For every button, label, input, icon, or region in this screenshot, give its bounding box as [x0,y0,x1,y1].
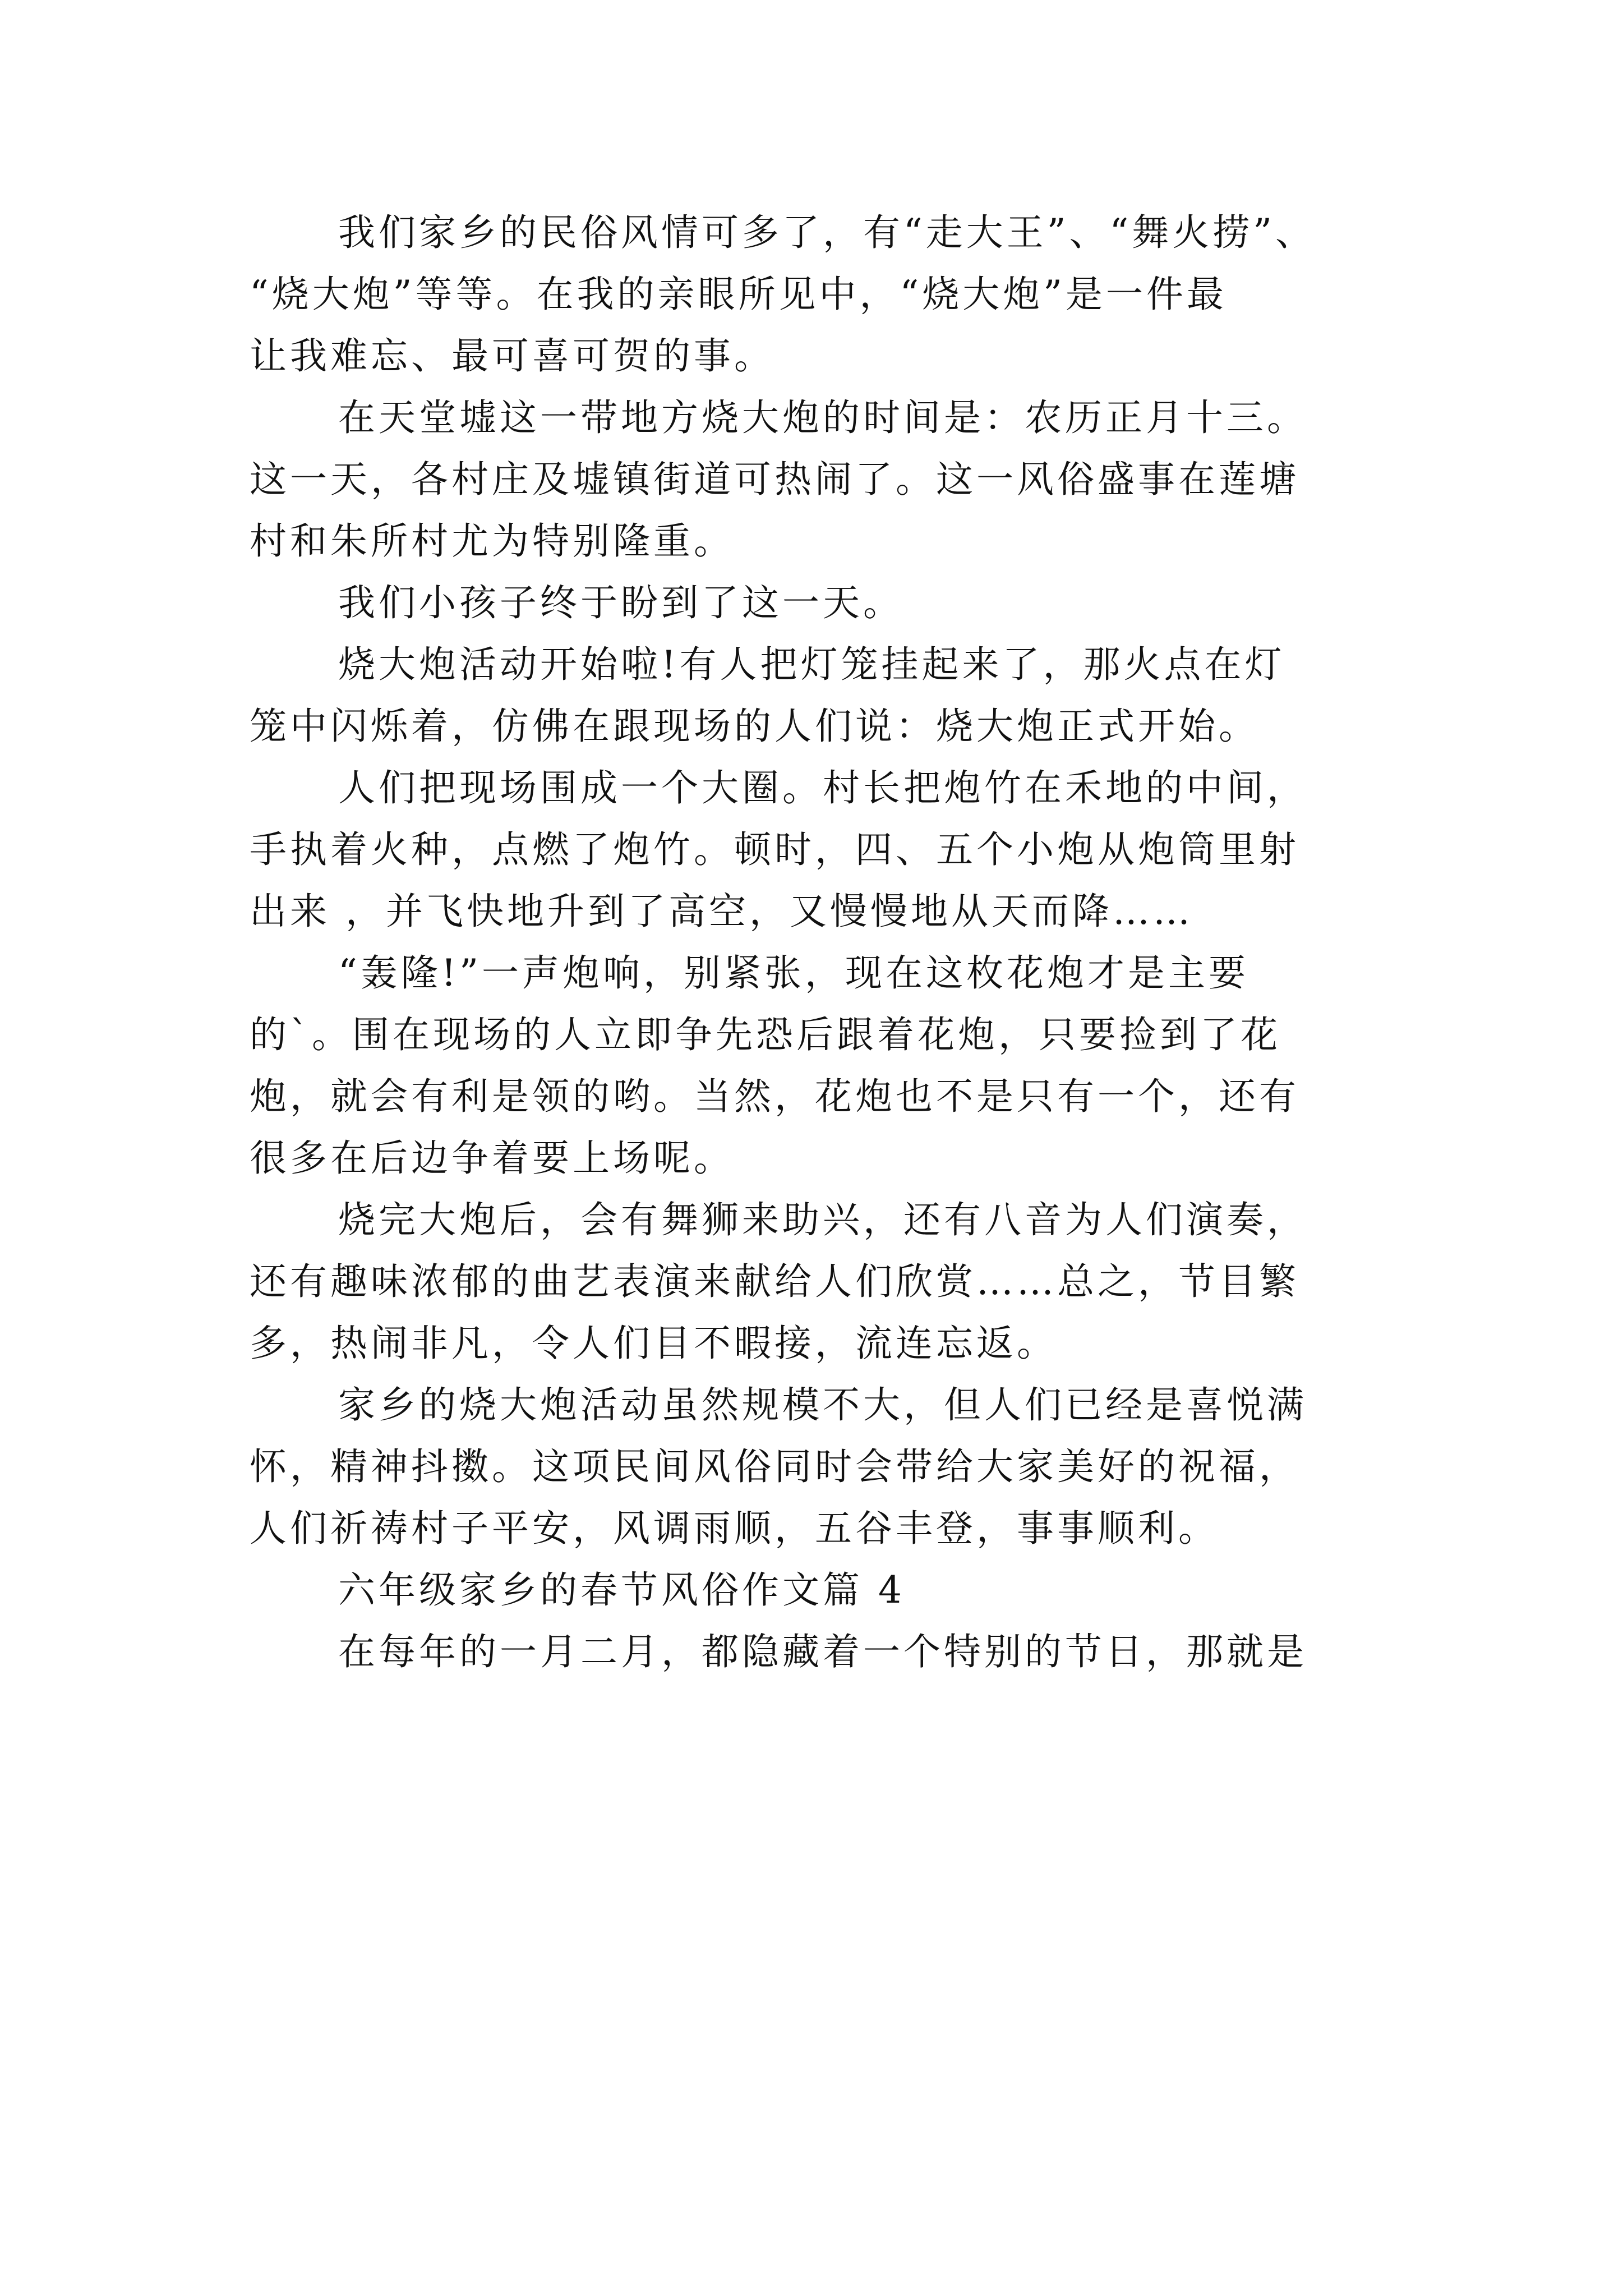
text-line: 炮，就会有利是领的哟。当然，花炮也不是只有一个，还有 [250,1075,1299,1118]
paragraph-1 [250,202,1382,387]
paragraph-2 [250,387,1382,572]
paragraph-8 [250,1374,1382,1559]
section-heading [250,1559,1382,1621]
text-line: “轰隆!”一声炮响，别紧张，现在这枚花炮才是主要 [338,951,1249,995]
heading-text: 六年级家乡的春节风俗作文篇 4 [338,1568,905,1612]
paragraph-4 [250,634,1382,757]
paragraph-9 [250,1621,1382,1683]
paragraph-7 [250,1189,1382,1374]
text-line: 我们小孩子终于盼到了这一天。 [338,581,903,624]
text-line: 笼中闪烁着，仿佛在跟现场的人们说：烧大炮正式开始。 [250,705,1259,748]
text-line: 烧大炮活动开始啦!有人把灯笼挂起来了，那火点在灯 [338,643,1285,686]
text-line: 这一天，各村庄及墟镇街道可热闹了。这一风俗盛事在莲塘 [250,458,1299,501]
text-line: 让我难忘、最可喜可贺的事。 [250,334,774,378]
text-line: 还有趣味浓郁的曲艺表演来献给人们欣赏……总之，节目繁 [250,1260,1299,1303]
text-line: 出来 ，并飞快地升到了高空，又慢慢地从天而降…… [250,890,1193,933]
text-line: 在每年的一月二月，都隐藏着一个特别的节日，那就是 [338,1630,1307,1673]
text-line: 人们把现场围成一个大圈。村长把炮竹在禾地的中间， [338,766,1307,809]
text-line: 手执着火种，点燃了炮竹。顿时，四、五个小炮从炮筒里射 [250,828,1299,871]
text-line: 在天堂墟这一带地方烧大炮的时间是：农历正月十三。 [338,396,1307,439]
text-line: 人们祈祷村子平安，风调雨顺，五谷丰登，事事顺利。 [250,1507,1219,1550]
paragraph-3 [250,572,1382,634]
text-line: 我们家乡的民俗风情可多了，有“走大王”、“舞火捞”、 [338,211,1316,254]
text-line: “烧大炮”等等。在我的亲眼所见中，“烧大炮”是一件最 [250,273,1227,316]
text-line: 村和朱所村尤为特别隆重。 [250,519,734,563]
essay-body [250,202,1382,1683]
text-line: 怀，精神抖擞。这项民间风俗同时会带给大家美好的祝福， [250,1445,1299,1488]
text-line: 家乡的烧大炮活动虽然规模不大，但人们已经是喜悦满 [338,1383,1307,1427]
text-line: 的`。围在现场的人立即争先恐后跟着花炮，只要捡到了花 [250,1013,1281,1056]
text-line: 多，热闹非凡，令人们目不暇接，流连忘返。 [250,1322,1057,1365]
text-line: 烧完大炮后，会有舞狮来助兴，还有八音为人们演奏， [338,1198,1307,1241]
text-line: 很多在后边争着要上场呢。 [250,1137,734,1180]
paragraph-5 [250,757,1382,942]
paragraph-6 [250,942,1382,1189]
